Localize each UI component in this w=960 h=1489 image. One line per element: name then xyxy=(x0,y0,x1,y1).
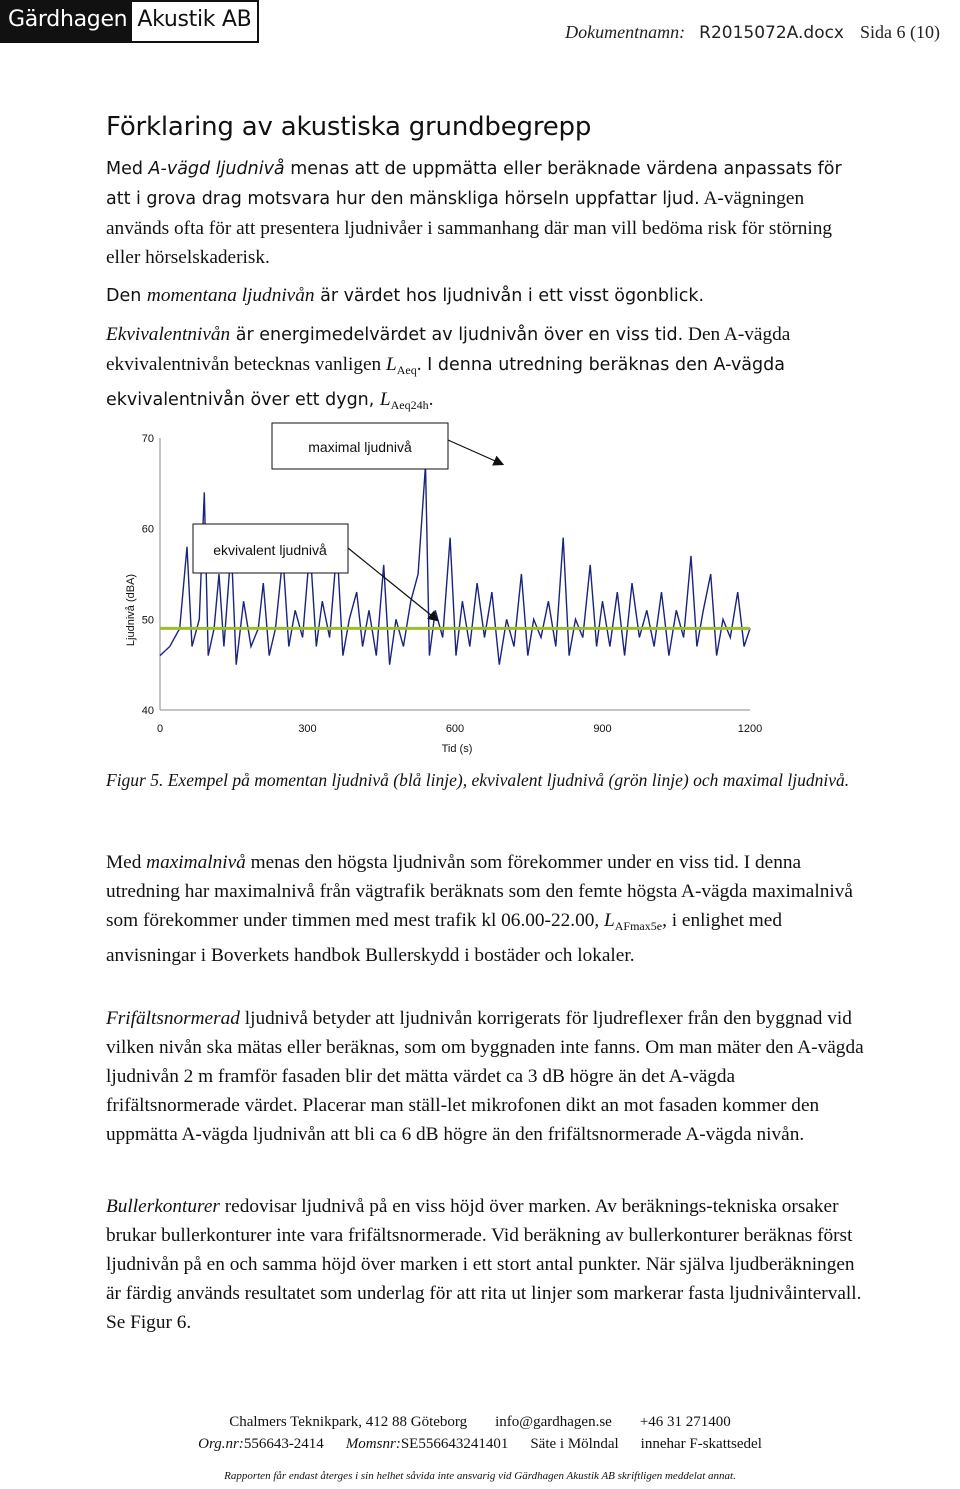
term-a-weighted: A-vägd ljudnivå xyxy=(148,159,285,179)
symbol-l: L xyxy=(386,354,397,375)
eq-annotation-label: ekvivalent ljudnivå xyxy=(213,542,327,558)
paragraph-free-field xyxy=(106,1004,866,1149)
term-maximal: maximalnivå xyxy=(146,852,246,873)
page-title: Förklaring av akustiska grundbegrepp xyxy=(106,112,592,142)
y-axis-label: Ljudnivå (dBA) xyxy=(125,573,137,647)
logo-text-primary: Gärdhagen xyxy=(0,0,132,43)
document-header xyxy=(565,22,940,43)
x-axis-label: Tid (s) xyxy=(441,743,473,755)
footer-address: Chalmers Teknikpark, 412 88 Göteborg xyxy=(229,1414,468,1430)
term-momentary: momentana ljudnivån xyxy=(146,285,315,306)
logo-text-secondary: Akustik AB xyxy=(132,0,259,43)
text: , i enlighet med anvisningar i Boverkets handbok Bullerskydd i bostäder och lokaler. xyxy=(106,910,783,966)
footer-registration xyxy=(0,1436,960,1453)
subscript-afmax5e: AFmax5e xyxy=(614,919,663,933)
subscript-aeq: Aeq xyxy=(396,363,417,377)
text: Den A-vägda ekvivalentnivån betecknas vanligen xyxy=(106,324,791,375)
max-arrow xyxy=(448,440,502,464)
term-equivalent: Ekvivalentnivån xyxy=(106,324,231,345)
text: redovisar ljudnivå på en viss höjd över marken. Av beräknings-tekniska orsaker brukar bullerkonturer inte vara frifältsnormerade. Vid beräkning av bullerkonturer beräknas först ljudnivån på en och samma höjd över marken i ett stort antal punkter. När själva ljudberäkningen är färdig används resultatet som underlag för att rita ut linjer som markerar fasta ljudnivåintervall. Se Figur 6. xyxy=(106,1196,862,1333)
y-tick-label: 50 xyxy=(141,614,154,627)
text: . xyxy=(428,389,434,410)
footer-vat-number: SE556643241401 xyxy=(400,1436,509,1452)
paragraph-maximal xyxy=(106,848,866,970)
max-annotation-label: maximal ljudnivå xyxy=(308,439,412,455)
doc-name-label: Dokumentnamn: xyxy=(565,22,686,42)
eq-arrow xyxy=(348,548,437,620)
paragraph-contours xyxy=(106,1192,866,1337)
footer-org-number: 556643-2414 xyxy=(243,1436,324,1452)
paragraph-momentary xyxy=(106,281,866,311)
text: Med xyxy=(106,852,147,873)
y-tick-label: 70 xyxy=(141,433,154,445)
footer-vat-label: Momsnr: xyxy=(345,1436,401,1452)
x-tick-label: 1200 xyxy=(737,723,763,735)
term-free-field: Frifältsnormerad xyxy=(106,1008,240,1029)
y-tick-label: 40 xyxy=(141,705,154,717)
footer-disclaimer: Rapporten får endast återges i sin helhet såvida inte ansvarig vid Gärdhagen Akustik AB skriftligen meddelat annat. xyxy=(224,1470,736,1482)
footer-contact xyxy=(0,1414,960,1431)
text: . xyxy=(416,354,422,375)
figure-caption: Figur 5. Exempel på momentan ljudnivå (blå linje), ekvivalent ljudnivå (grön linje) och maximal ljudnivå. xyxy=(106,770,850,790)
text: är energimedelvärdet av ljudnivån över en viss tid. xyxy=(230,325,684,345)
text: I denna utredning beräknas den A-vägda ekvivalentnivån över ett dygn, xyxy=(106,355,785,410)
text: A-vägningen används ofta för att presentera ljudnivåer i sammanhang där man vill bedöma risk för störning eller hörselskaderisk. xyxy=(106,188,833,268)
footer-phone: +46 31 271400 xyxy=(639,1414,731,1430)
doc-name-value: R2015072A.docx xyxy=(699,23,844,43)
text: Med xyxy=(106,159,149,179)
x-tick-label: 600 xyxy=(445,723,465,735)
footer-seat: Säte i Mölndal xyxy=(530,1436,619,1452)
sound-level-chart xyxy=(100,420,780,765)
term-contours: Bullerkonturer xyxy=(106,1196,220,1217)
text: Den xyxy=(106,286,147,306)
footer-org-label: Org.nr: xyxy=(198,1436,244,1452)
footer-tax: innehar F-skattsedel xyxy=(640,1436,762,1452)
page-number: Sida 6 (10) xyxy=(860,22,940,42)
footer-email: info@gardhagen.se xyxy=(495,1414,612,1430)
y-tick-label: 60 xyxy=(141,523,154,536)
subscript-aeq24h: Aeq24h xyxy=(390,398,429,412)
x-tick-label: 0 xyxy=(156,723,164,735)
paragraph-a-weighted xyxy=(106,154,866,272)
paragraph-equivalent xyxy=(106,320,866,420)
x-tick-label: 900 xyxy=(593,723,612,735)
symbol-l: L xyxy=(604,910,615,931)
x-tick-label: 300 xyxy=(298,723,317,735)
company-logo xyxy=(0,0,259,43)
text: menas den högsta ljudnivån som förekommer under en viss tid. I denna utredning har maximalnivå från vägtrafik beräknats som den femte högsta A-vägda maximalnivå som förekommer under timmen med mest trafik kl 06.00-22.00, xyxy=(106,852,853,931)
symbol-l: L xyxy=(379,389,391,410)
text: ljudnivå betyder att ljudnivån korrigerats för ljudreflexer från den byggnad vid vilken nivån ska mätas eller beräknas, som om byggnaden inte fanns. Om man mäter den A-vägda ljudnivån 2 m framför fasaden blir det mätta värdet ca 3 dB högre än det A-vägda frifältsnormerade värdet. Placerar man ställ-let mikrofonen dikt an mot fasaden kommer den uppmätta A-vägda ljudnivån att bli ca 6 dB högre än den frifältsnormerade A-vägda nivån. xyxy=(106,1008,864,1145)
text: menas att de uppmätta eller beräknade värdena anpassats för att i grova drag motsvara hur den mänskliga hörseln uppfattar ljud. xyxy=(106,159,842,209)
text: är värdet hos ljudnivån i ett visst ögonblick. xyxy=(314,286,705,306)
